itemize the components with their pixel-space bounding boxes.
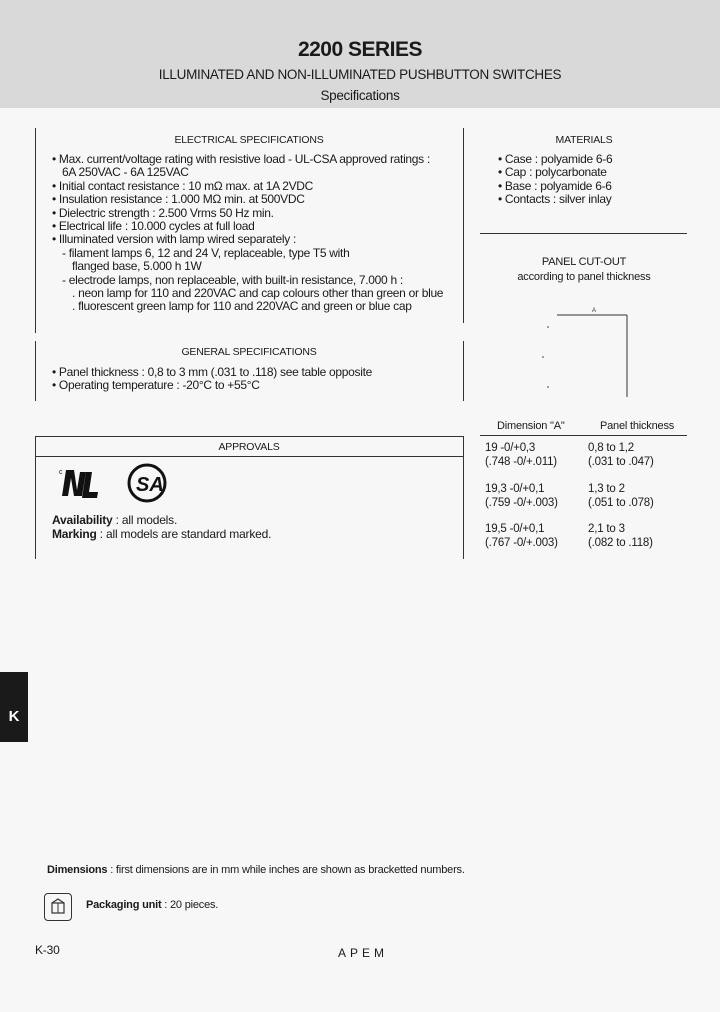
list-item: • Dielectric strength : 2.500 Vrms 50 Hz min. bbox=[52, 205, 274, 220]
page-header bbox=[0, 0, 720, 108]
dim-mm: 19,5 -0/+0,1 bbox=[485, 523, 545, 535]
thickness-mm: 0,8 to 1,2 bbox=[588, 442, 634, 454]
right-rule-electrical bbox=[463, 128, 464, 323]
materials-divider bbox=[480, 233, 687, 234]
table-row bbox=[588, 441, 654, 469]
thickness-mm: 1,3 to 2 bbox=[588, 483, 625, 495]
list-item: - electrode lamps, non replaceable, with built-in resistance, 7.000 h : bbox=[62, 272, 403, 287]
availability-label: Availability bbox=[52, 513, 113, 527]
cutout-subtitle: according to panel thickness bbox=[517, 271, 651, 283]
electrical-title: ELECTRICAL SPECIFICATIONS bbox=[174, 134, 324, 146]
cutout-title: PANEL CUT-OUT bbox=[541, 256, 627, 268]
table-row bbox=[588, 482, 654, 510]
list-item: . fluorescent green lamp for 110 and 220VAC and green or blue cap bbox=[72, 299, 412, 314]
brand-name: APEM bbox=[338, 946, 389, 960]
list-item: • Panel thickness : 0,8 to 3 mm (.031 to .118) see table opposite bbox=[52, 365, 373, 379]
packaging-note bbox=[86, 898, 218, 912]
availability-text: : all models. bbox=[112, 513, 178, 527]
availability-line bbox=[52, 513, 177, 527]
list-item: • Illuminated version with lamp wired separately : bbox=[52, 232, 296, 247]
dimensions-note bbox=[47, 863, 465, 877]
materials-list bbox=[498, 153, 612, 207]
ul-logo bbox=[56, 466, 104, 502]
cutout-col2-header: Panel thickness bbox=[600, 420, 675, 432]
packaging-text: : 20 pieces. bbox=[161, 899, 219, 911]
materials-title: MATERIALS bbox=[555, 134, 613, 146]
series-title: 2200 SERIES bbox=[297, 38, 423, 61]
list-item: • Operating temperature : -20°C to +55°C bbox=[52, 378, 260, 393]
table-row bbox=[485, 441, 557, 469]
dim-mm: 19 -0/+0,3 bbox=[485, 442, 536, 454]
general-list bbox=[52, 366, 372, 393]
approvals-divider bbox=[35, 456, 463, 457]
dim-in: (.759 -0/+.003) bbox=[485, 497, 558, 509]
right-rule-general bbox=[463, 341, 464, 401]
packaging-icon bbox=[44, 893, 72, 921]
thickness-in: (.082 to .118) bbox=[588, 537, 653, 549]
table-row bbox=[588, 522, 653, 550]
list-item: . neon lamp for 110 and 220VAC and cap colours other than green or blue bbox=[72, 286, 444, 301]
table-row bbox=[485, 522, 558, 550]
thickness-mm: 2,1 to 3 bbox=[588, 523, 625, 535]
dim-mm: 19,3 -0/+0,1 bbox=[485, 483, 545, 495]
marking-label: Marking bbox=[52, 527, 97, 541]
electrical-list bbox=[52, 153, 443, 314]
page-number: K-30 bbox=[35, 943, 60, 957]
svg-text:c: c bbox=[59, 469, 63, 476]
section-title: Specifications bbox=[320, 88, 400, 103]
dim-in: (.748 -0/+.011) bbox=[485, 456, 557, 468]
table-row bbox=[485, 482, 558, 510]
general-title: GENERAL SPECIFICATIONS bbox=[181, 346, 317, 358]
approvals-title: APPROVALS bbox=[218, 441, 280, 453]
list-item: • Insulation resistance : 1.000 MΩ min. at 500VDC bbox=[52, 192, 305, 207]
list-item: - filament lamps 6, 12 and 24 V, replaceable, type T5 with bbox=[62, 245, 350, 260]
list-item: • Cap : polycarbonate bbox=[498, 165, 607, 180]
list-item: • Base : polyamide 6-6 bbox=[498, 178, 612, 193]
left-rule-electrical bbox=[35, 128, 36, 333]
list-item: 6A 250VAC - 6A 125VAC bbox=[62, 165, 189, 180]
series-subtitle: ILLUMINATED AND NON-ILLUMINATED PUSHBUTTON SWITCHES bbox=[158, 67, 562, 82]
thickness-in: (.031 to .047) bbox=[588, 456, 654, 468]
list-item: • Case : polyamide 6-6 bbox=[498, 152, 613, 166]
svg-text:A: A bbox=[592, 308, 597, 314]
dim-in: (.767 -0/+.003) bbox=[485, 537, 558, 549]
marking-text: : all models are standard marked. bbox=[96, 527, 272, 541]
list-item: • Initial contact resistance : 10 mΩ max. at 1A 2VDC bbox=[52, 178, 314, 193]
csa-logo bbox=[127, 462, 167, 504]
dimensions-text: : first dimensions are in mm while inches are shown as bracketted numbers. bbox=[107, 864, 465, 876]
cutout-table-left-rule bbox=[463, 436, 464, 558]
section-tab: K bbox=[0, 672, 28, 742]
list-item: • Max. current/voltage rating with resistive load - UL-CSA approved ratings : bbox=[52, 152, 430, 166]
list-item: flanged base, 5.000 h 1W bbox=[72, 259, 202, 274]
cutout-col1-header: Dimension "A" bbox=[497, 420, 565, 432]
svg-text:SA: SA bbox=[136, 474, 164, 496]
packaging-label: Packaging unit bbox=[86, 899, 162, 911]
cutout-table-rule bbox=[480, 435, 687, 436]
list-item: • Electrical life : 10.000 cycles at full load bbox=[52, 219, 255, 234]
list-item: • Contacts : silver inlay bbox=[498, 192, 612, 207]
marking-line bbox=[52, 527, 271, 541]
cutout-drawing bbox=[535, 305, 635, 400]
thickness-in: (.051 to .078) bbox=[588, 497, 654, 509]
dimensions-label: Dimensions bbox=[47, 864, 108, 876]
